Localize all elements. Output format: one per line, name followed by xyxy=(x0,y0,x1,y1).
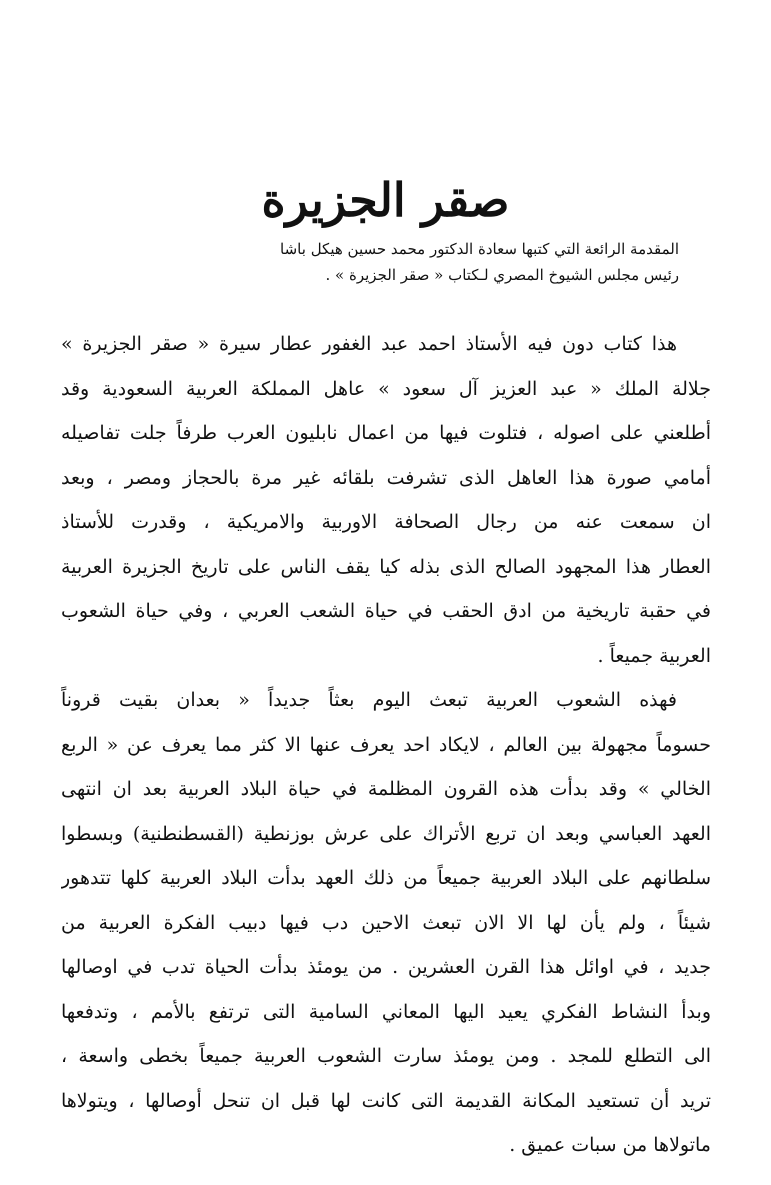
text-line: أطلعني على اصوله ، فتلوت فيها من اعمال نابليون العرب طرفاً جلت تفاصيله xyxy=(61,422,711,444)
text-line: جلالة الملك « عبد العزيز آل سعود » عاهل المملكة العربية السعودية وقد xyxy=(61,377,711,400)
text-line: العهد العباسي وبعد ان تربع الأتراك على عرش بوزنطية (القسطنطنية) وبسطوا xyxy=(61,822,711,845)
text-line: تريد أن تستعيد المكانة القديمة التى كانت لها قبل ان تنحل أوصالها ، ويتولاها xyxy=(61,1089,711,1112)
subtitle-line: المقدمة الرائعة التي كتبها سعادة الدكتور محمد حسين هيكل باشا xyxy=(280,240,679,258)
text-line: ماتولاها من سبات عميق . xyxy=(509,1134,711,1156)
text-line: الخالي » وقد بدأت هذه القرون المظلمة في حياة البلاد العربية بعد ان انتهى xyxy=(61,778,711,800)
text-line: العربية جميعاً . xyxy=(597,644,711,667)
text-line: فهذه الشعوب العربية تبعث اليوم بعثاً جديداً « بعدان بقيت قروناً xyxy=(61,689,677,711)
text-line: جديد ، في اوائل هذا القرن العشرين . من يومئذ بدأت الحياة تدب في اوصالها xyxy=(61,956,711,978)
page-title: صقر الجزيرة xyxy=(261,173,510,227)
paragraph xyxy=(61,322,711,678)
text-line: العطار هذا المجهود الصالح الذى بذله كيا يقف الناس على تاريخ الجزيرة العربية xyxy=(61,555,711,578)
text-line: في حقبة تاريخية من ادق الحقب في حياة الشعب العربي ، وفي حياة الشعوب xyxy=(61,600,711,622)
text-line: وبدأ النشاط الفكري يعيد اليها المعاني السامية التى ترتفع بالأمم ، وتدفعها xyxy=(61,1000,711,1023)
text-line: حسوماً مجهولة بين العالم ، لايكاد احد يعرف عنها الا كثر مما يعرف عن « الربع xyxy=(61,733,711,756)
subtitle xyxy=(89,236,679,288)
text-line: ان سمعت عنه من رجال الصحافة الاوربية والامريكية ، وقدرت للأستاذ xyxy=(61,511,711,533)
text-line: أمامي صورة هذا العاهل الذى تشرفت بلقائه غير مرة بالحجاز ومصر ، وبعد xyxy=(61,466,711,489)
paragraph xyxy=(61,678,711,1168)
text-line: الى التطلع للمجد . ومن يومئذ سارت الشعوب العربية جميعاً بخطى واسعة ، xyxy=(61,1045,711,1067)
subtitle-line: رئيس مجلس الشيوخ المصري لـكتاب « صقر الجزيرة » . xyxy=(325,266,679,284)
text-line: هذا كتاب دون فيه الأستاذ احمد عبد الغفور عطار سيرة « صقر الجزيرة » xyxy=(61,333,677,355)
body-text xyxy=(61,322,711,1168)
text-line: سلطانهم على البلاد العربية جميعاً من ذلك العهد بدأت البلاد العربية كلها تتدهور xyxy=(61,867,711,889)
text-line: شيئاً ، ولم يأن لها الا الان تبعث الاحين دب فيها دبيب الفكرة العربية من xyxy=(61,911,711,934)
